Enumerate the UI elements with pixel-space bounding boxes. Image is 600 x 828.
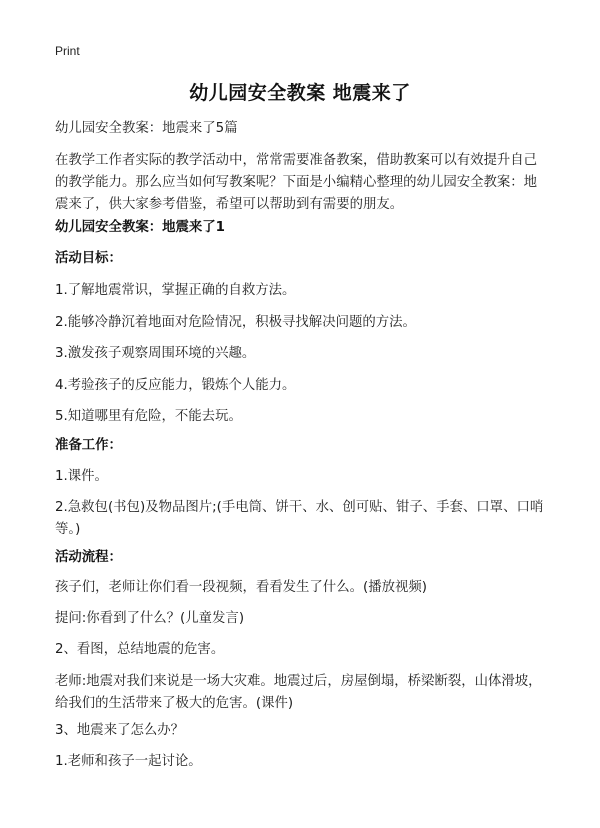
goal-item: 2.能够冷静沉着地面对危险情况，积极寻找解决问题的方法。 (55, 315, 416, 330)
goal-item: 1.了解地震常识，掌握正确的自救方法。 (55, 283, 296, 298)
intro-paragraph: 在教学工作者实际的教学活动中，常常需要准备教案，借助教案可以有效提升自己的教学能力。那么应当如何写教案呢？下面是小编精心整理的幼儿园安全教案：地震来了，供大家参考借鉴，希望可以帮助到有需要的朋友。 (55, 153, 538, 212)
goal-item: 3.激发孩子观察周围环境的兴趣。 (55, 346, 256, 361)
goal-item: 4.考验孩子的反应能力，锻炼个人能力。 (55, 378, 296, 393)
process-item: 孩子们，老师让你们看一段视频，看看发生了什么。(播放视频) (55, 580, 427, 595)
print-link[interactable]: Print (55, 44, 80, 58)
prep-item: 1.课件。 (55, 469, 108, 484)
process-item: 3、地震来了怎么办？ (55, 723, 185, 738)
goal-item: 5.知道哪里有危险，不能去玩。 (55, 409, 242, 424)
process-item: 1.老师和孩子一起讨论。 (55, 754, 202, 769)
process-item: 提问:你看到了什么？(儿童发言) (55, 611, 245, 626)
process-item: 2、看图，总结地震的危害。 (55, 642, 225, 657)
prep-heading: 准备工作： (55, 438, 122, 453)
goals-heading: 活动目标： (55, 251, 122, 266)
subtitle: 幼儿园安全教案：地震来了5篇 (55, 121, 238, 136)
page-title: 幼儿园安全教案 地震来了 (189, 82, 411, 104)
process-heading: 活动流程： (55, 550, 122, 565)
process-item: 老师:地震对我们来说是一场大灾难。地震过后，房屋倒塌，桥梁断裂，山体滑坡，给我们的生活带来了极大的危害。(课件) (55, 674, 542, 711)
section-title: 幼儿园安全教案：地震来了1 (55, 220, 226, 235)
prep-item: 2.急救包(书包)及物品图片;(手电筒、饼干、水、创可贴、钳子、手套、口罩、口哨等。) (55, 500, 544, 537)
